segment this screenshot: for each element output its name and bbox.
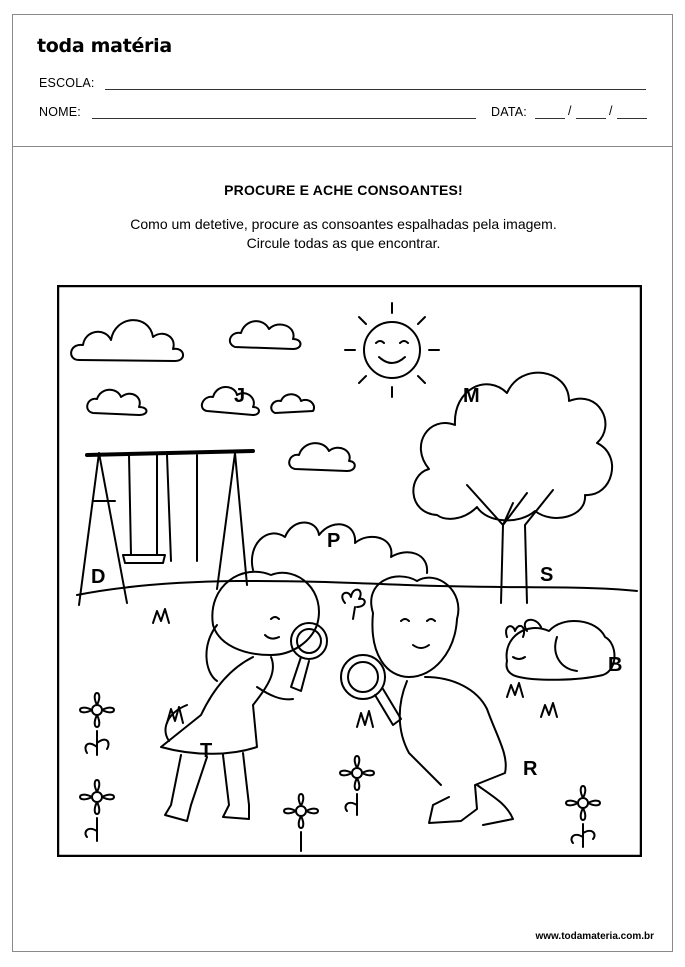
school-label: ESCOLA: [39,76,95,90]
cloud-icon [87,390,146,415]
date-separator-1: / [568,104,572,118]
instruction-line-1: Como um detetive, procure as consoantes espalhadas pela imagem. [130,216,557,232]
date-label: DATA: [491,105,527,119]
hidden-letter[interactable]: T [200,740,213,762]
hidden-letter[interactable]: M [463,385,480,407]
sun-icon [345,303,439,397]
hidden-letter[interactable]: J [234,385,246,407]
flower-icon [80,693,114,755]
illustration-frame [58,286,641,856]
hidden-letter[interactable]: R [523,758,538,780]
activity-title: PROCURE E ACHE CONSOANTES! [224,182,463,198]
hidden-letter[interactable]: D [91,566,106,588]
cloud-icon [202,387,259,415]
name-line[interactable] [92,118,476,119]
worksheet [12,14,673,952]
hidden-letter[interactable]: P [327,530,341,552]
date-separator-2: / [609,104,613,118]
hidden-letter[interactable]: S [540,564,554,586]
flower-icon [80,780,114,841]
cloud-icon [230,321,301,349]
boy-detective [341,576,513,825]
date-day-line[interactable] [535,118,565,119]
girl-detective [161,572,327,821]
coloring-illustration [57,285,642,857]
flower-icon [340,756,374,815]
flower-icon [566,786,600,847]
cloud-icon [289,443,355,471]
name-label: NOME: [39,105,81,119]
flower-icon [284,794,318,851]
brand-logo: toda matéria [37,35,172,57]
footer-url[interactable]: www.todamateria.com.br [535,931,654,942]
hidden-letter[interactable]: B [608,654,623,676]
date-month-line[interactable] [576,118,606,119]
cloud-icon [71,320,183,361]
instruction-line-2: Circule todas as que encontrar. [246,235,441,251]
header [13,15,672,147]
cloud-icon [271,394,314,413]
tree-icon [413,373,612,603]
school-line[interactable] [105,89,646,90]
date-year-line[interactable] [617,118,647,119]
